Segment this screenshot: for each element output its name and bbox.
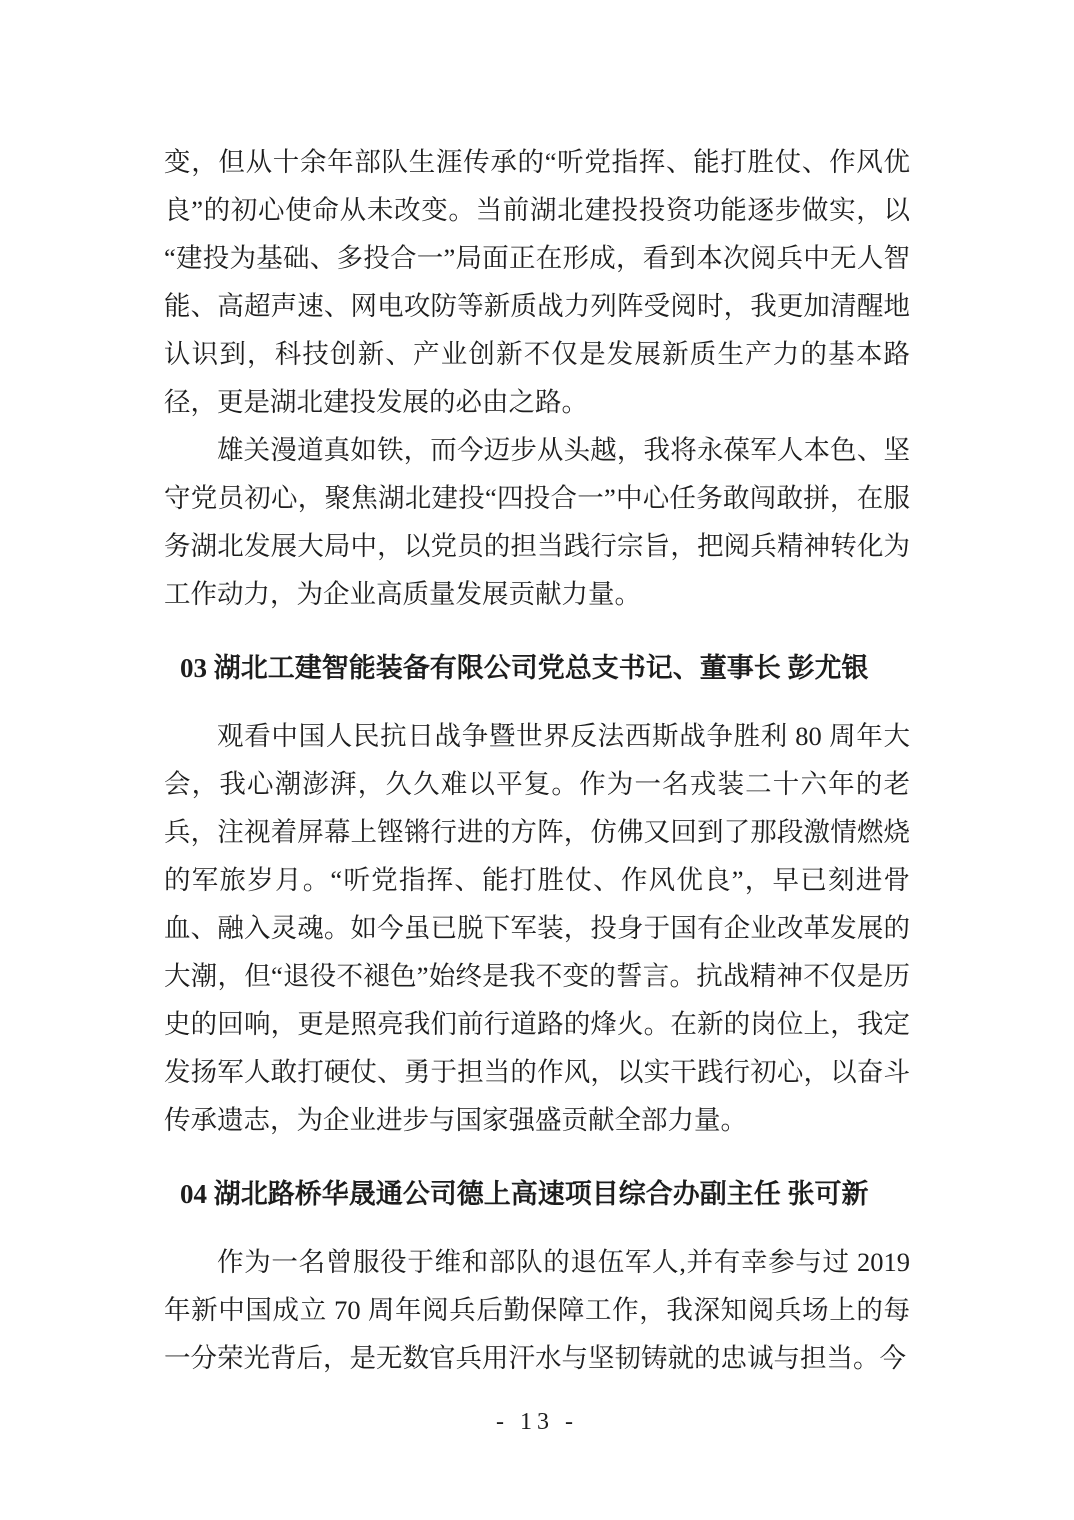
paragraph: 观看中国人民抗日战争暨世界反法西斯战争胜利 80 周年大会，我心潮澎湃，久久难以平复。作为一名戎装二十六年的老兵，注视着屏幕上铿锵行进的方阵，仿佛又回到了那段激情燃烧的军旅岁月。“听党指挥、能打胜仗、作风优良”，早已刻进骨血、融入灵魂。如今虽已脱下军装，投身于国有企业改革发展的大潮，但“退役不褪色”始终是我不变的誓言。抗战精神不仅是历史的回响，更是照亮我们前行道路的烽火。在新的岗位上，我定发扬军人敢打硬仗、勇于担当的作风，以实干践行初心，以奋斗传承遗志，为企业进步与国家强盛贡献全部力量。 <box>164 721 910 1135</box>
paragraph: 作为一名曾服役于维和部队的退伍军人,并有幸参与过 2019 年新中国成立 70 周年阅兵后勤保障工作，我深知阅兵场上的每一分荣光背后，是无数官兵用汗水与坚韧铸就的忠诚与担当。今 <box>164 1247 910 1373</box>
page-content <box>164 138 910 1382</box>
paragraph: 雄关漫道真如铁，而今迈步从头越，我将永葆军人本色、坚守党员初心，聚焦湖北建投“四投合一”中心任务敢闯敢拼，在服务湖北发展大局中，以党员的担当践行宗旨，把阅兵精神转化为工作动力，为企业高质量发展贡献力量。 <box>164 435 910 609</box>
section-heading-04: 04 湖北路桥华晟通公司德上高速项目综合办副主任 张可新 <box>180 1179 869 1209</box>
page-number: - 13 - <box>496 1409 578 1435</box>
paragraph-continued-from-previous-page: 变，但从十余年部队生涯传承的“听党指挥、能打胜仗、作风优良”的初心使命从未改变。当前湖北建投投资功能逐步做实，以“建投为基础、多投合一”局面正在形成，看到本次阅兵中无人智能、高超声速、网电攻防等新质战力列阵受阅时，我更加清醒地认识到，科技创新、产业创新不仅是发展新质生产力的基本路径，更是湖北建投发展的必由之路。 <box>164 147 910 417</box>
section-heading-03: 03 湖北工建智能装备有限公司党总支书记、董事长 彭尤银 <box>180 653 869 683</box>
